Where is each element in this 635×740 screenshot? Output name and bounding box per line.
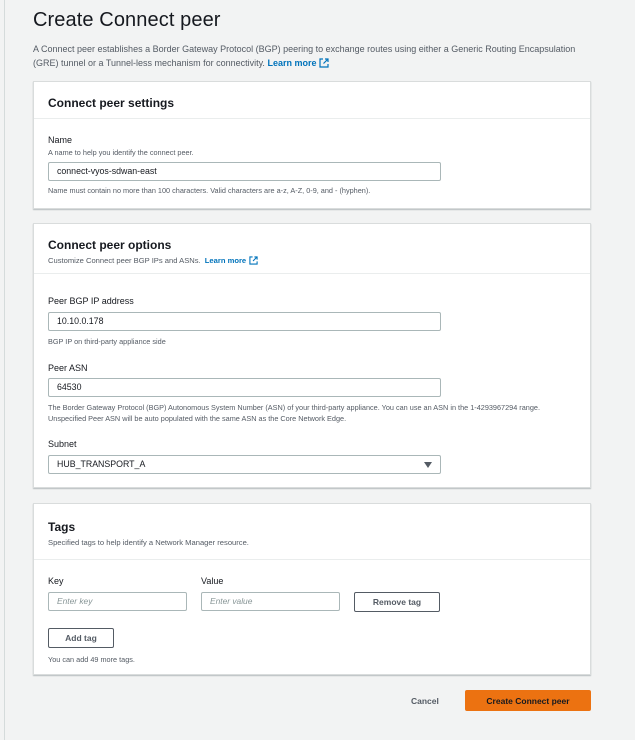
options-learn-more-label: Learn more <box>204 256 247 265</box>
external-link-icon <box>249 256 258 265</box>
tag-value-input[interactable]: Enter value <box>201 592 340 611</box>
peer-asn-hint: The Border Gateway Protocol (BGP) Autonomous System Number (ASN) of your third-party appliance. You can use an ASN in the 1-4293967294 range. Unspecified Peer ASN will be auto populated with the same ASN as the Core Network Edge. <box>48 403 540 423</box>
name-description: A name to help you identify the connect peer. <box>48 148 194 157</box>
peer-ip-input[interactable]: 10.10.0.178 <box>48 312 441 331</box>
panel-header <box>34 504 590 560</box>
connect-peer-settings-panel <box>33 81 591 209</box>
add-tag-button[interactable]: Add tag <box>48 628 114 648</box>
tags-limit-text: You can add 49 more tags. <box>48 655 135 664</box>
peer-asn-input[interactable]: 64530 <box>48 378 441 397</box>
peer-ip-label: Peer BGP IP address <box>48 296 134 306</box>
panel-description: Specified tags to help identify a Network Manager resource. <box>48 538 249 547</box>
panel-header <box>34 82 590 119</box>
panel-header <box>34 224 590 274</box>
page-description-text: A Connect peer establishes a Border Gateway Protocol (BGP) peering to exchange routes using either a Generic Routing Encapsulation (GRE) tunnel or a Tunnel-less mechanism for connectivity. <box>33 44 576 68</box>
subnet-select[interactable] <box>48 455 441 474</box>
page-description <box>33 43 593 70</box>
remove-tag-button[interactable]: Remove tag <box>354 592 440 612</box>
key-label: Key <box>48 576 64 586</box>
panel-description <box>48 256 576 265</box>
options-description-text: Customize Connect peer BGP IPs and ASNs. <box>48 256 201 265</box>
tags-panel <box>33 503 591 675</box>
tag-key-input[interactable]: Enter key <box>48 592 187 611</box>
peer-ip-hint: BGP IP on third-party appliance side <box>48 337 166 346</box>
create-connect-peer-button[interactable]: Create Connect peer <box>465 690 591 711</box>
connect-peer-options-panel <box>33 223 591 488</box>
panel-title: Tags <box>48 520 76 534</box>
value-label: Value <box>201 576 224 586</box>
subnet-label: Subnet <box>48 439 77 449</box>
peer-asn-label: Peer ASN <box>48 363 88 373</box>
name-constraint: Name must contain no more than 100 characters. Valid characters are a-z, A-Z, 0-9, and - (hyphen). <box>48 186 371 195</box>
cancel-button[interactable]: Cancel <box>411 696 439 706</box>
options-learn-more-link[interactable] <box>205 256 258 265</box>
subnet-value: HUB_TRANSPORT_A <box>57 459 146 469</box>
panel-title: Connect peer options <box>48 238 172 252</box>
name-label: Name <box>48 135 73 145</box>
learn-more-link[interactable] <box>267 58 329 68</box>
learn-more-label: Learn more <box>267 57 317 68</box>
page-title: Create Connect peer <box>33 9 221 31</box>
name-input[interactable]: connect-vyos-sdwan-east <box>48 162 441 181</box>
panel-title: Connect peer settings <box>48 96 175 110</box>
external-link-icon <box>319 58 329 68</box>
caret-down-icon <box>424 462 432 468</box>
page-container <box>4 0 635 740</box>
